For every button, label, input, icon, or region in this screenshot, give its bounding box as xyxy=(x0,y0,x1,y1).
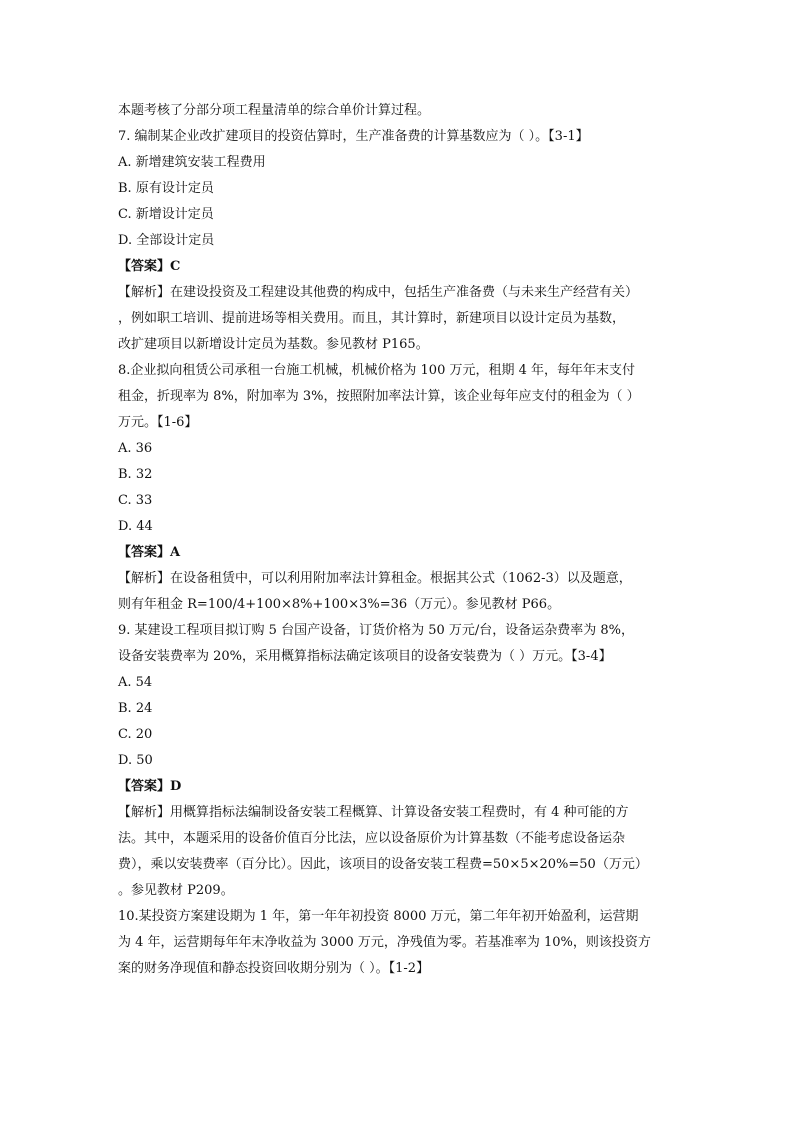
text-line: 本题考核了分部分项工程量清单的综合单价计算过程。 xyxy=(118,103,431,118)
text-line: C. 33 xyxy=(118,493,153,508)
text-line: ，例如职工培训、提前进场等相关费用。而且，其计算时，新建项目以设计定员为基数， xyxy=(118,311,626,326)
answer-line: 【答案】C xyxy=(118,259,181,274)
text-line: A. 54 xyxy=(118,675,153,690)
text-line: 租金，折现率为 8%，附加率为 3%，按照附加率法计算，该企业每年应支付的租金为（ ） xyxy=(118,389,640,404)
text-line: 9. 某建设工程项目拟订购 5 台国产设备，订货价格为 50 万元/台，设备运杂费率为 8%， xyxy=(118,623,635,638)
text-line: 8.企业拟向租赁公司承租一台施工机械，机械价格为 100 万元，租期 4 年，每年年末支付 xyxy=(118,363,636,378)
text-line: 则有年租金 R=100/4+100×8%+100×3%=36（万元）。参见教材 P66。 xyxy=(118,597,561,612)
text-line: D. 50 xyxy=(118,753,153,768)
text-line: 法。其中，本题采用的设备价值百分比法，应以设备原价为计算基数（不能考虑设备运杂 xyxy=(118,831,626,846)
text-line: 【解析】用概算指标法编制设备安装工程概算、计算设备安装工程费时，有 4 种可能的方 xyxy=(118,805,629,820)
text-line: A. 36 xyxy=(118,441,153,456)
answer-line: 【答案】D xyxy=(118,779,182,794)
text-line: 案的财务净现值和静态投资回收期分别为（ ）。【1-2】 xyxy=(118,961,430,976)
answer-line: 【答案】A xyxy=(118,545,181,560)
text-line: 【解析】在设备租赁中，可以利用附加率法计算租金。根据其公式（1062-3）以及题意， xyxy=(118,571,632,586)
text-line: 设备安装费率为 20%，采用概算指标法确定该项目的设备安装费为（ ）万元。【3-4】 xyxy=(118,649,612,664)
document-page xyxy=(118,98,678,982)
text-line: D. 44 xyxy=(118,519,153,534)
text-line: C. 新增设计定员 xyxy=(118,207,214,222)
text-line: 费），乘以安装费率（百分比）。因此，该项目的设备安装工程费=50×5×20%=50（万元） xyxy=(118,857,648,872)
text-line: 万元。【1-6】 xyxy=(118,415,198,430)
text-line: 为 4 年，运营期每年年末净收益为 3000 万元，净残值为零。若基准率为 10%，则该投资方 xyxy=(118,935,651,950)
text-line: 【解析】在建设投资及工程建设其他费的构成中，包括生产准备费（与未来生产经营有关） xyxy=(118,285,639,300)
text-line: 10.某投资方案建设期为 1 年，第一年年初投资 8000 万元，第二年年初开始盈利，运营期 xyxy=(118,909,639,924)
text-line: B. 24 xyxy=(118,701,153,716)
text-line: B. 32 xyxy=(118,467,153,482)
text-line: 改扩建项目以新增设计定员为基数。参见教材 P165。 xyxy=(118,337,429,352)
text-line: A. 新增建筑安装工程费用 xyxy=(118,155,266,170)
text-line: C. 20 xyxy=(118,727,153,742)
text-line: D. 全部设计定员 xyxy=(118,233,215,248)
text-line: 。参见教材 P209。 xyxy=(118,883,234,898)
text-line: 7. 编制某企业改扩建项目的投资估算时，生产准备费的计算基数应为（ ）。【3-1】 xyxy=(118,129,589,144)
text-line: B. 原有设计定员 xyxy=(118,181,214,196)
